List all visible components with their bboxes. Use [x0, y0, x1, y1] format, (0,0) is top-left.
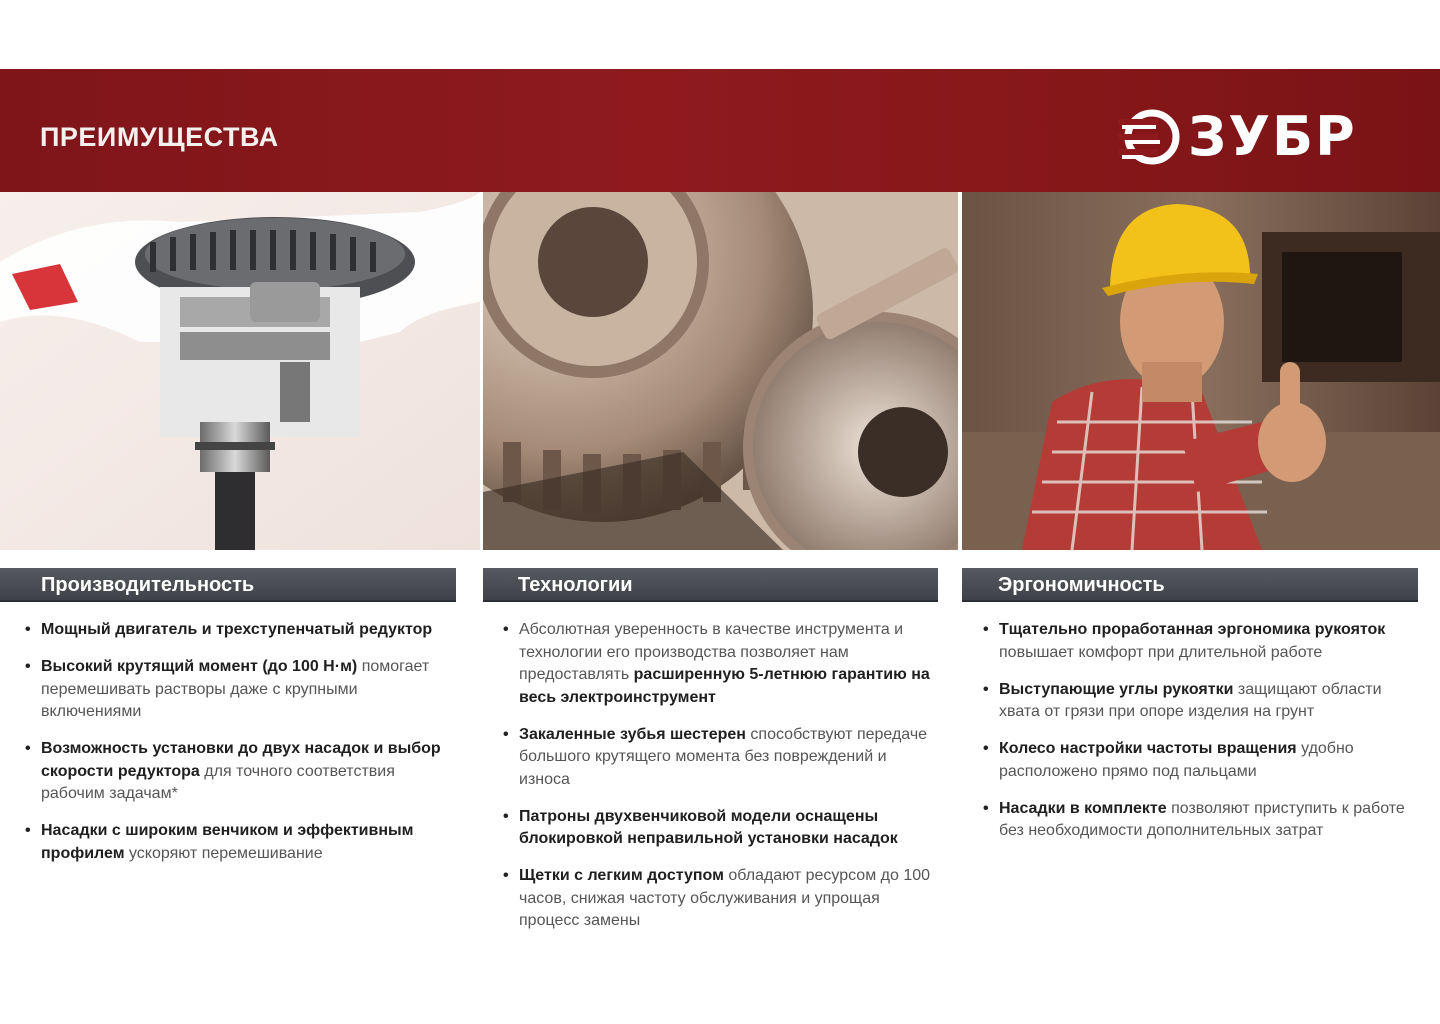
- column-heading-performance: Производительность: [0, 568, 456, 602]
- technology-list: [500, 619, 940, 947]
- brand-name: ЗУБР: [1188, 105, 1357, 168]
- gears-closeup-icon: [483, 192, 958, 550]
- performance-list: [22, 619, 442, 880]
- column-heading-ergonomics: Эргономичность: [962, 568, 1418, 602]
- list-item: • Патроны двухвенчиковой модели оснащены блокировкой неправильной установки насадок: [500, 806, 940, 851]
- column-heading-technology: Технологии: [483, 568, 938, 602]
- list-item: • Тщательно проработанная эргономика рукояток повышает комфорт при длительной работе: [980, 619, 1420, 664]
- list-item: • Колесо настройки частоты вращения удобно расположено прямо под пальцами: [980, 738, 1420, 783]
- list-item: • Выступающие углы рукоятки защищают области хвата от грязи при опоре изделия на грунт: [980, 679, 1420, 724]
- list-item: • Закаленные зубья шестерен способствуют передаче большого крутящего момента без повреждений и износа: [500, 724, 940, 792]
- page-title: ПРЕИМУЩЕСТВА: [40, 122, 279, 152]
- list-item: • Высокий крутящий момент (до 100 Н·м) помогает перемешивать растворы даже с крупными включениями: [22, 656, 442, 724]
- gearbox-cutaway-icon: [0, 192, 480, 550]
- ergonomics-list: [980, 619, 1420, 857]
- list-item: • Мощный двигатель и трехступенчатый редуктор: [22, 619, 442, 642]
- list-item: • Щетки с легким доступом обладают ресурсом до 100 часов, снижая частоту обслуживания и упрощая процесс замены: [500, 865, 940, 933]
- worker-thumbs-up-icon: [962, 192, 1440, 550]
- list-item: • Насадки с широким венчиком и эффективным профилем ускоряют перемешивание: [22, 820, 442, 865]
- list-item: • Насадки в комплекте позволяют приступить к работе без необходимости дополнительных затрат: [980, 798, 1420, 843]
- list-item: • Абсолютная уверенность в качестве инструмента и технологии его производства позволяет нам предоставлять расширенную 5-летнюю гарантию на весь электроинструмент: [500, 619, 940, 709]
- list-item: • Возможность установки до двух насадок и выбор скорости редуктора для точного соответствия рабочим задачам*: [22, 738, 442, 806]
